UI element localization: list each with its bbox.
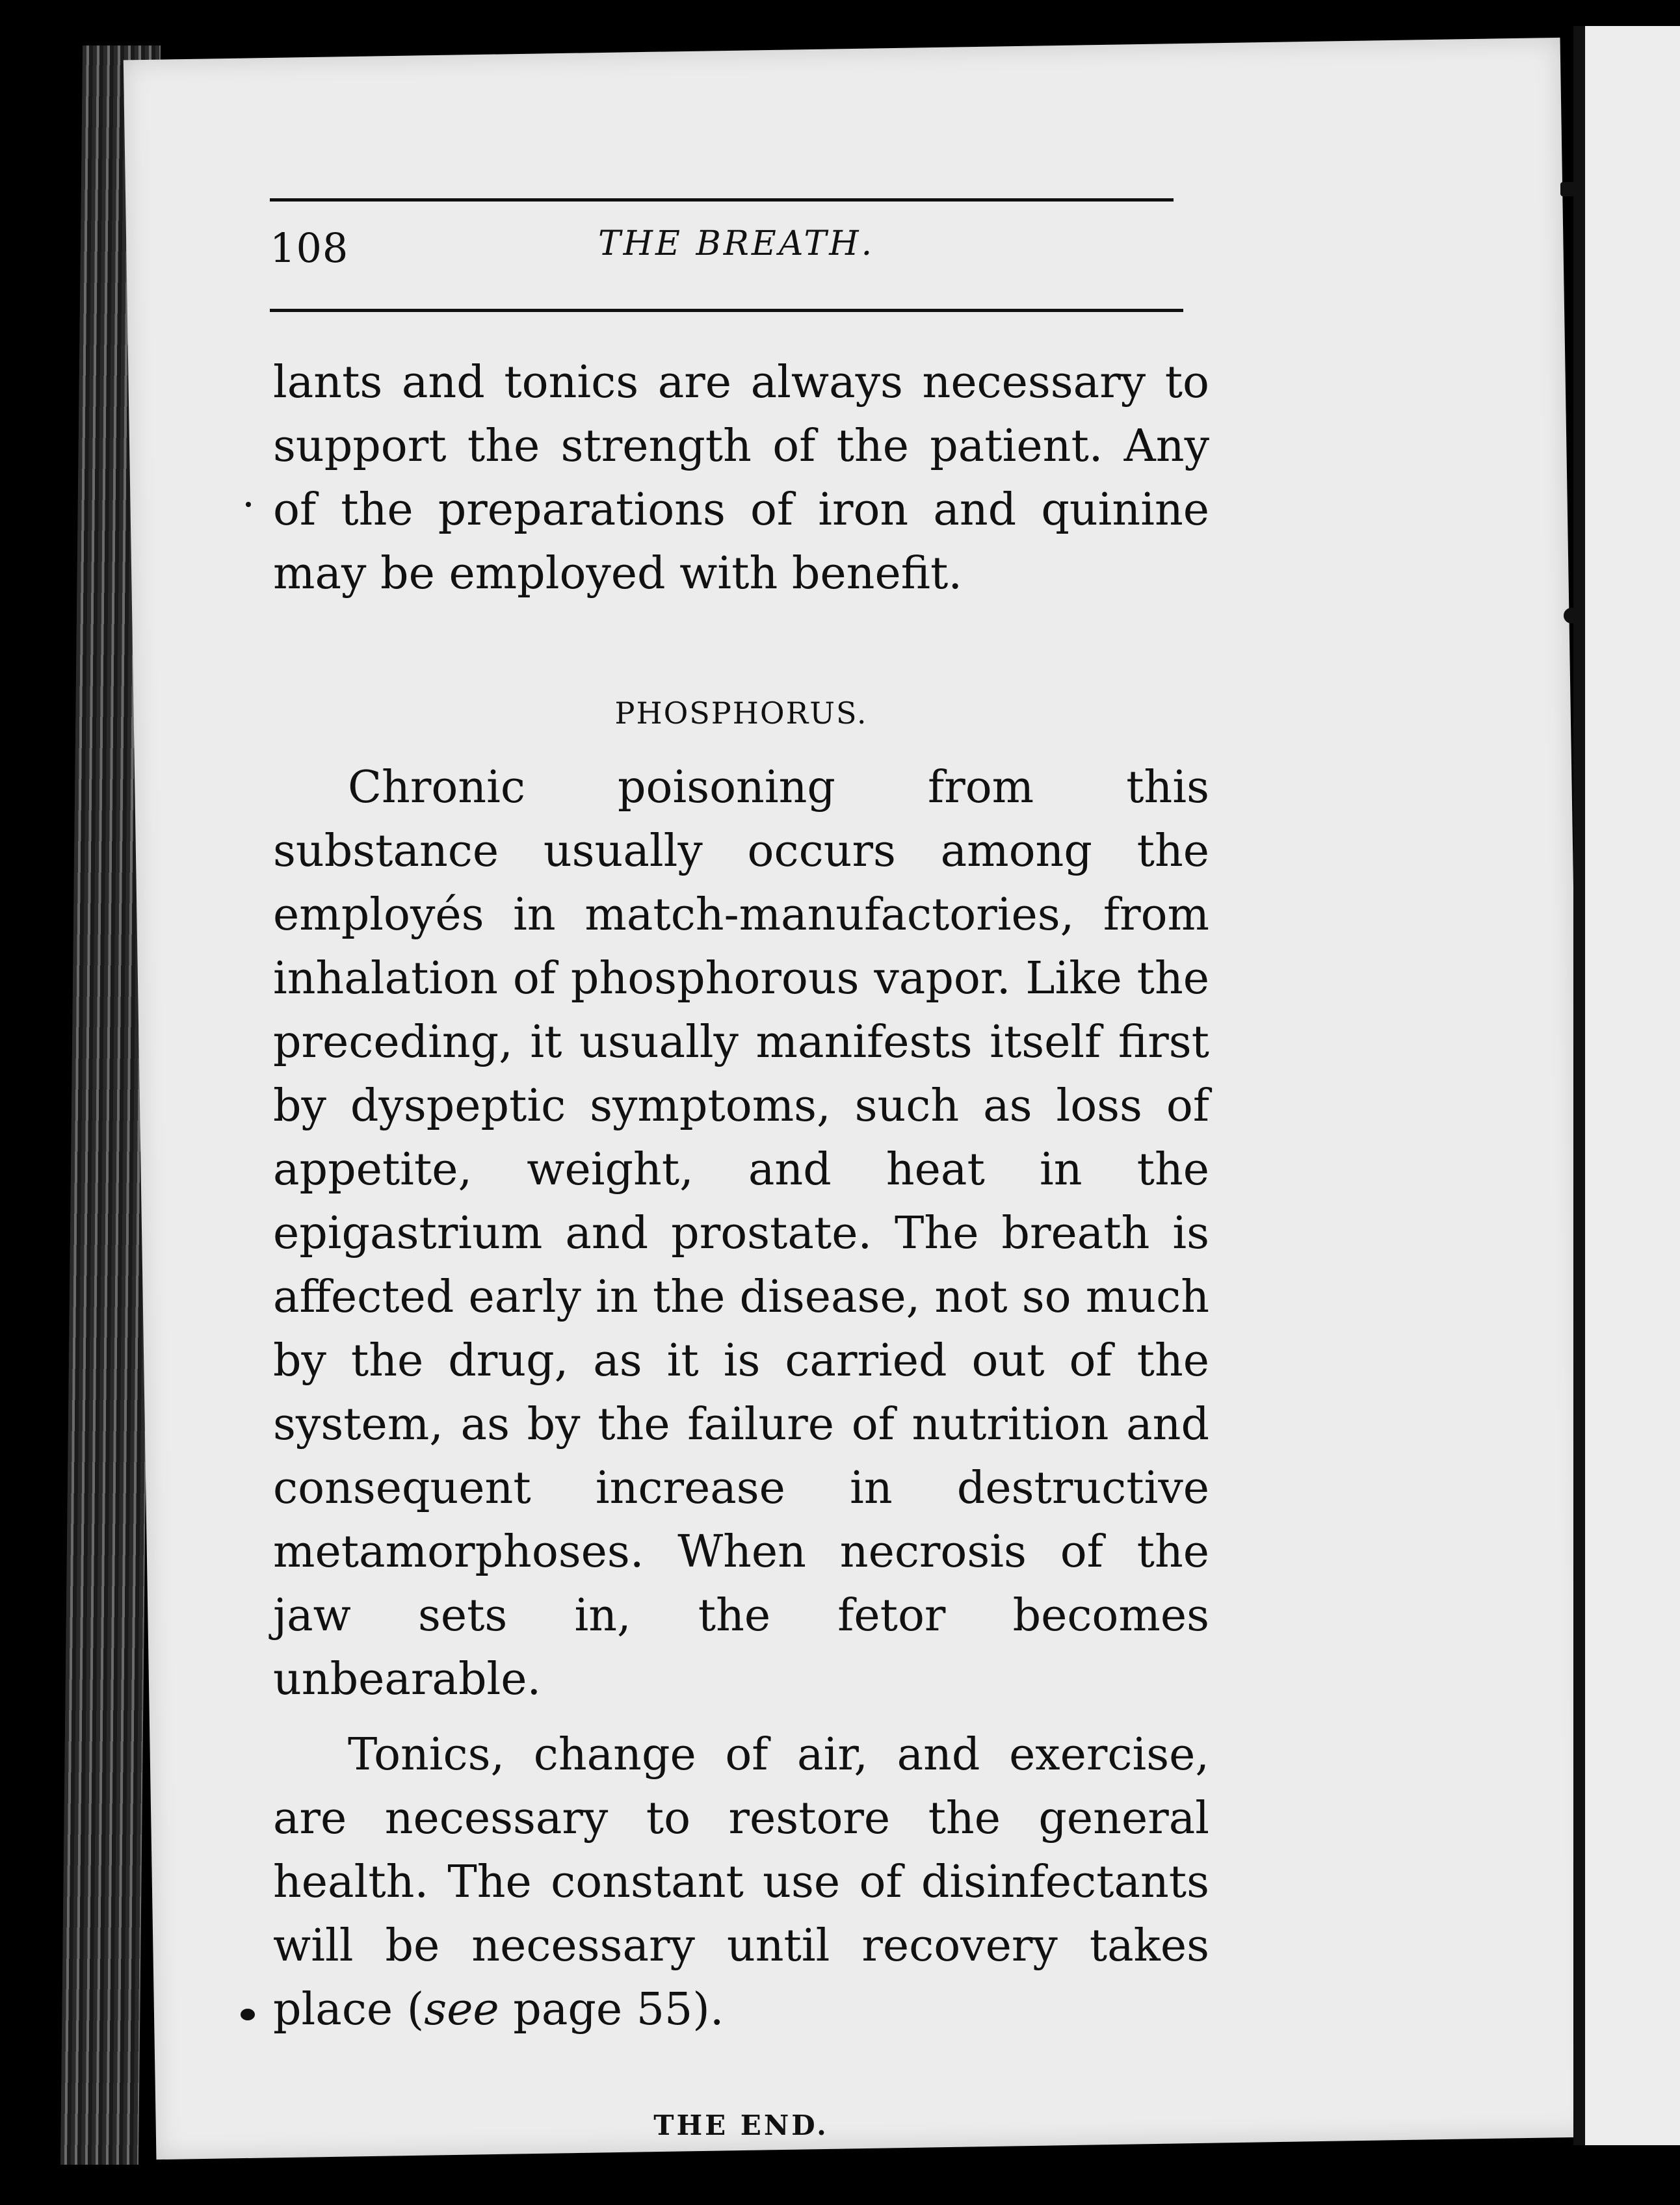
facing-page-strip (1585, 26, 1680, 2145)
the-end: THE END. (653, 2109, 829, 2141)
paragraph-phosphorus-1: Chronic poisoning from this substance usually occurs among the employés in match-manufactories, from inhalation of phosphorous vapor. Like the preceding, it usually manifests itself first by dyspeptic symptoms, such as loss of appetite, weight, and heat in the epigastrium and prostate. The breath is affected early in the disease, not so much by the drug, as it is carried out of the system, as by the failure of nutrition and consequent increase in destructive metamorphoses. When necrosis of the jaw sets in, the fetor becomes unbearable. (273, 762, 1209, 1705)
ink-speck (1564, 608, 1579, 623)
running-title: THE BREATH. (598, 224, 875, 263)
ink-speck (246, 502, 251, 507)
body-text (273, 351, 1209, 2158)
page-number: 108 (270, 224, 349, 272)
ink-speck (1560, 182, 1580, 196)
running-head (270, 224, 1180, 283)
header-rule-top (270, 198, 1174, 202)
ink-speck (241, 2009, 255, 2020)
paragraph-2-tail: page 55). (499, 1984, 724, 2035)
paragraph-2-text: Tonics, change of air, and exercise, are necessary to restore the general health. The constant use of disinfectants will be necessary until recovery takes place ( (273, 1729, 1209, 2035)
binding-edge (1573, 26, 1585, 2145)
header-rule-bottom (270, 309, 1183, 312)
paragraph-phosphorus-2 (273, 1723, 1209, 2042)
section-heading: PHOSPHORUS. (614, 696, 868, 731)
paragraph-intro: lants and tonics are always necessary to support the strength of the patient. Any of the preparations of iron and quinine may be employed with benefit. (273, 357, 1209, 599)
paragraph-2-italic: see (424, 1984, 499, 2035)
